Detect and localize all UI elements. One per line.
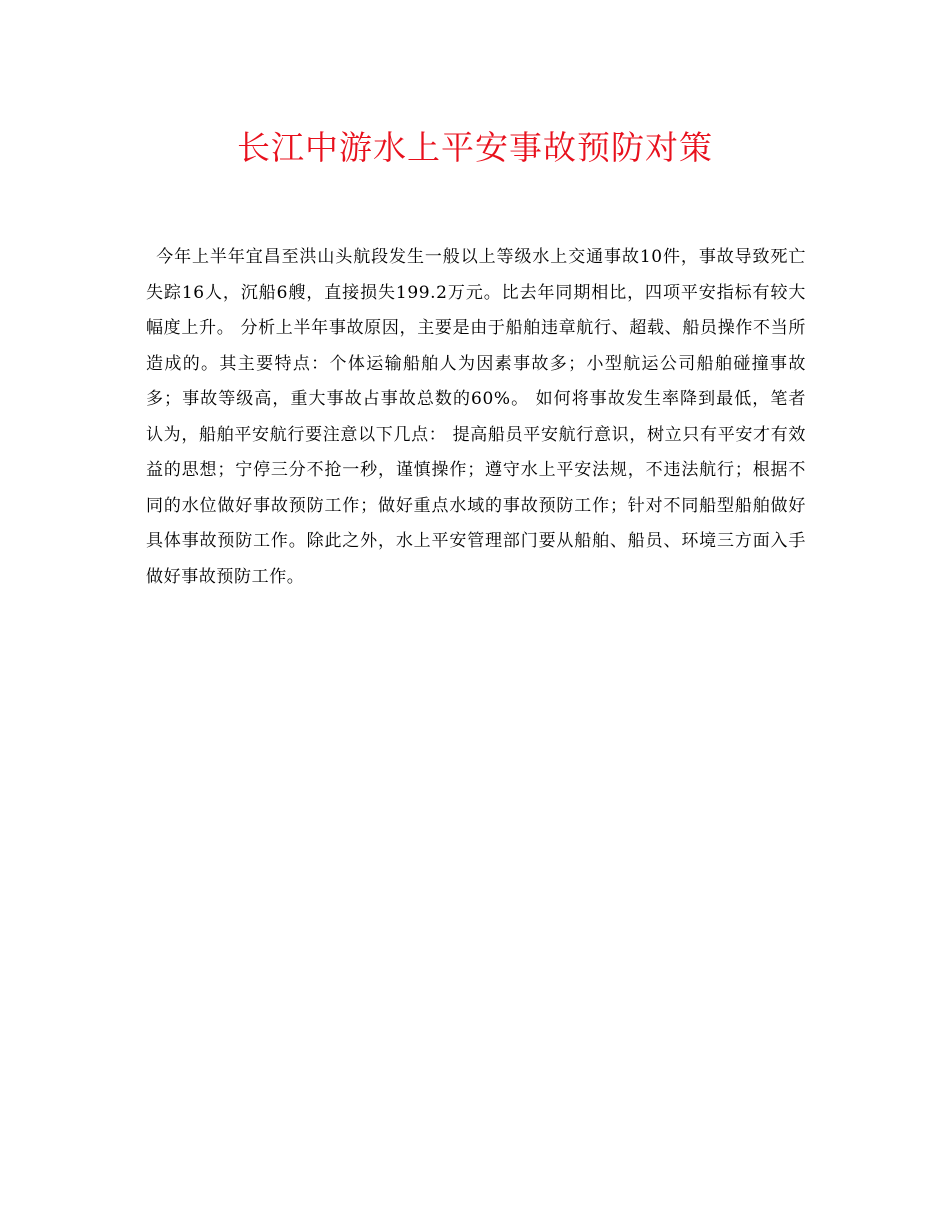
body-paragraph: 今年上半年宜昌至洪山头航段发生一般以上等级水上交通事故10件，事故导致死亡失踪16人，沉船6艘，直接损失199.2万元。比去年同期相比，四项平安指标有较大幅度上升。 分析上半年事故原因，主要是由于船舶违章航行、超载、船员操作不当所造成的。其主要特点：个体运输船舶人为因素事故多；小型航运公司船舶碰撞事故多；事故等级高，重大事故占事故总数的60%。 如何将事故发生率降到最低，笔者认为，船舶平安航行要注意以下几点： 提高船员平安航行意识，树立只有平安才有效益的思想；宁停三分不抢一秒，谨慎操作；遵守水上平安法规，不违法航行；根据不同的水位做好事故预防工作；做好重点水域的事故预防工作；针对不同船型船舶做好具体事故预防工作。除此之外，水上平安管理部门要从船舶、船员、环境三方面入手做好事故预防工作。: [146, 247, 806, 587]
page-title: 长江中游水上平安事故预防对策: [237, 128, 713, 167]
